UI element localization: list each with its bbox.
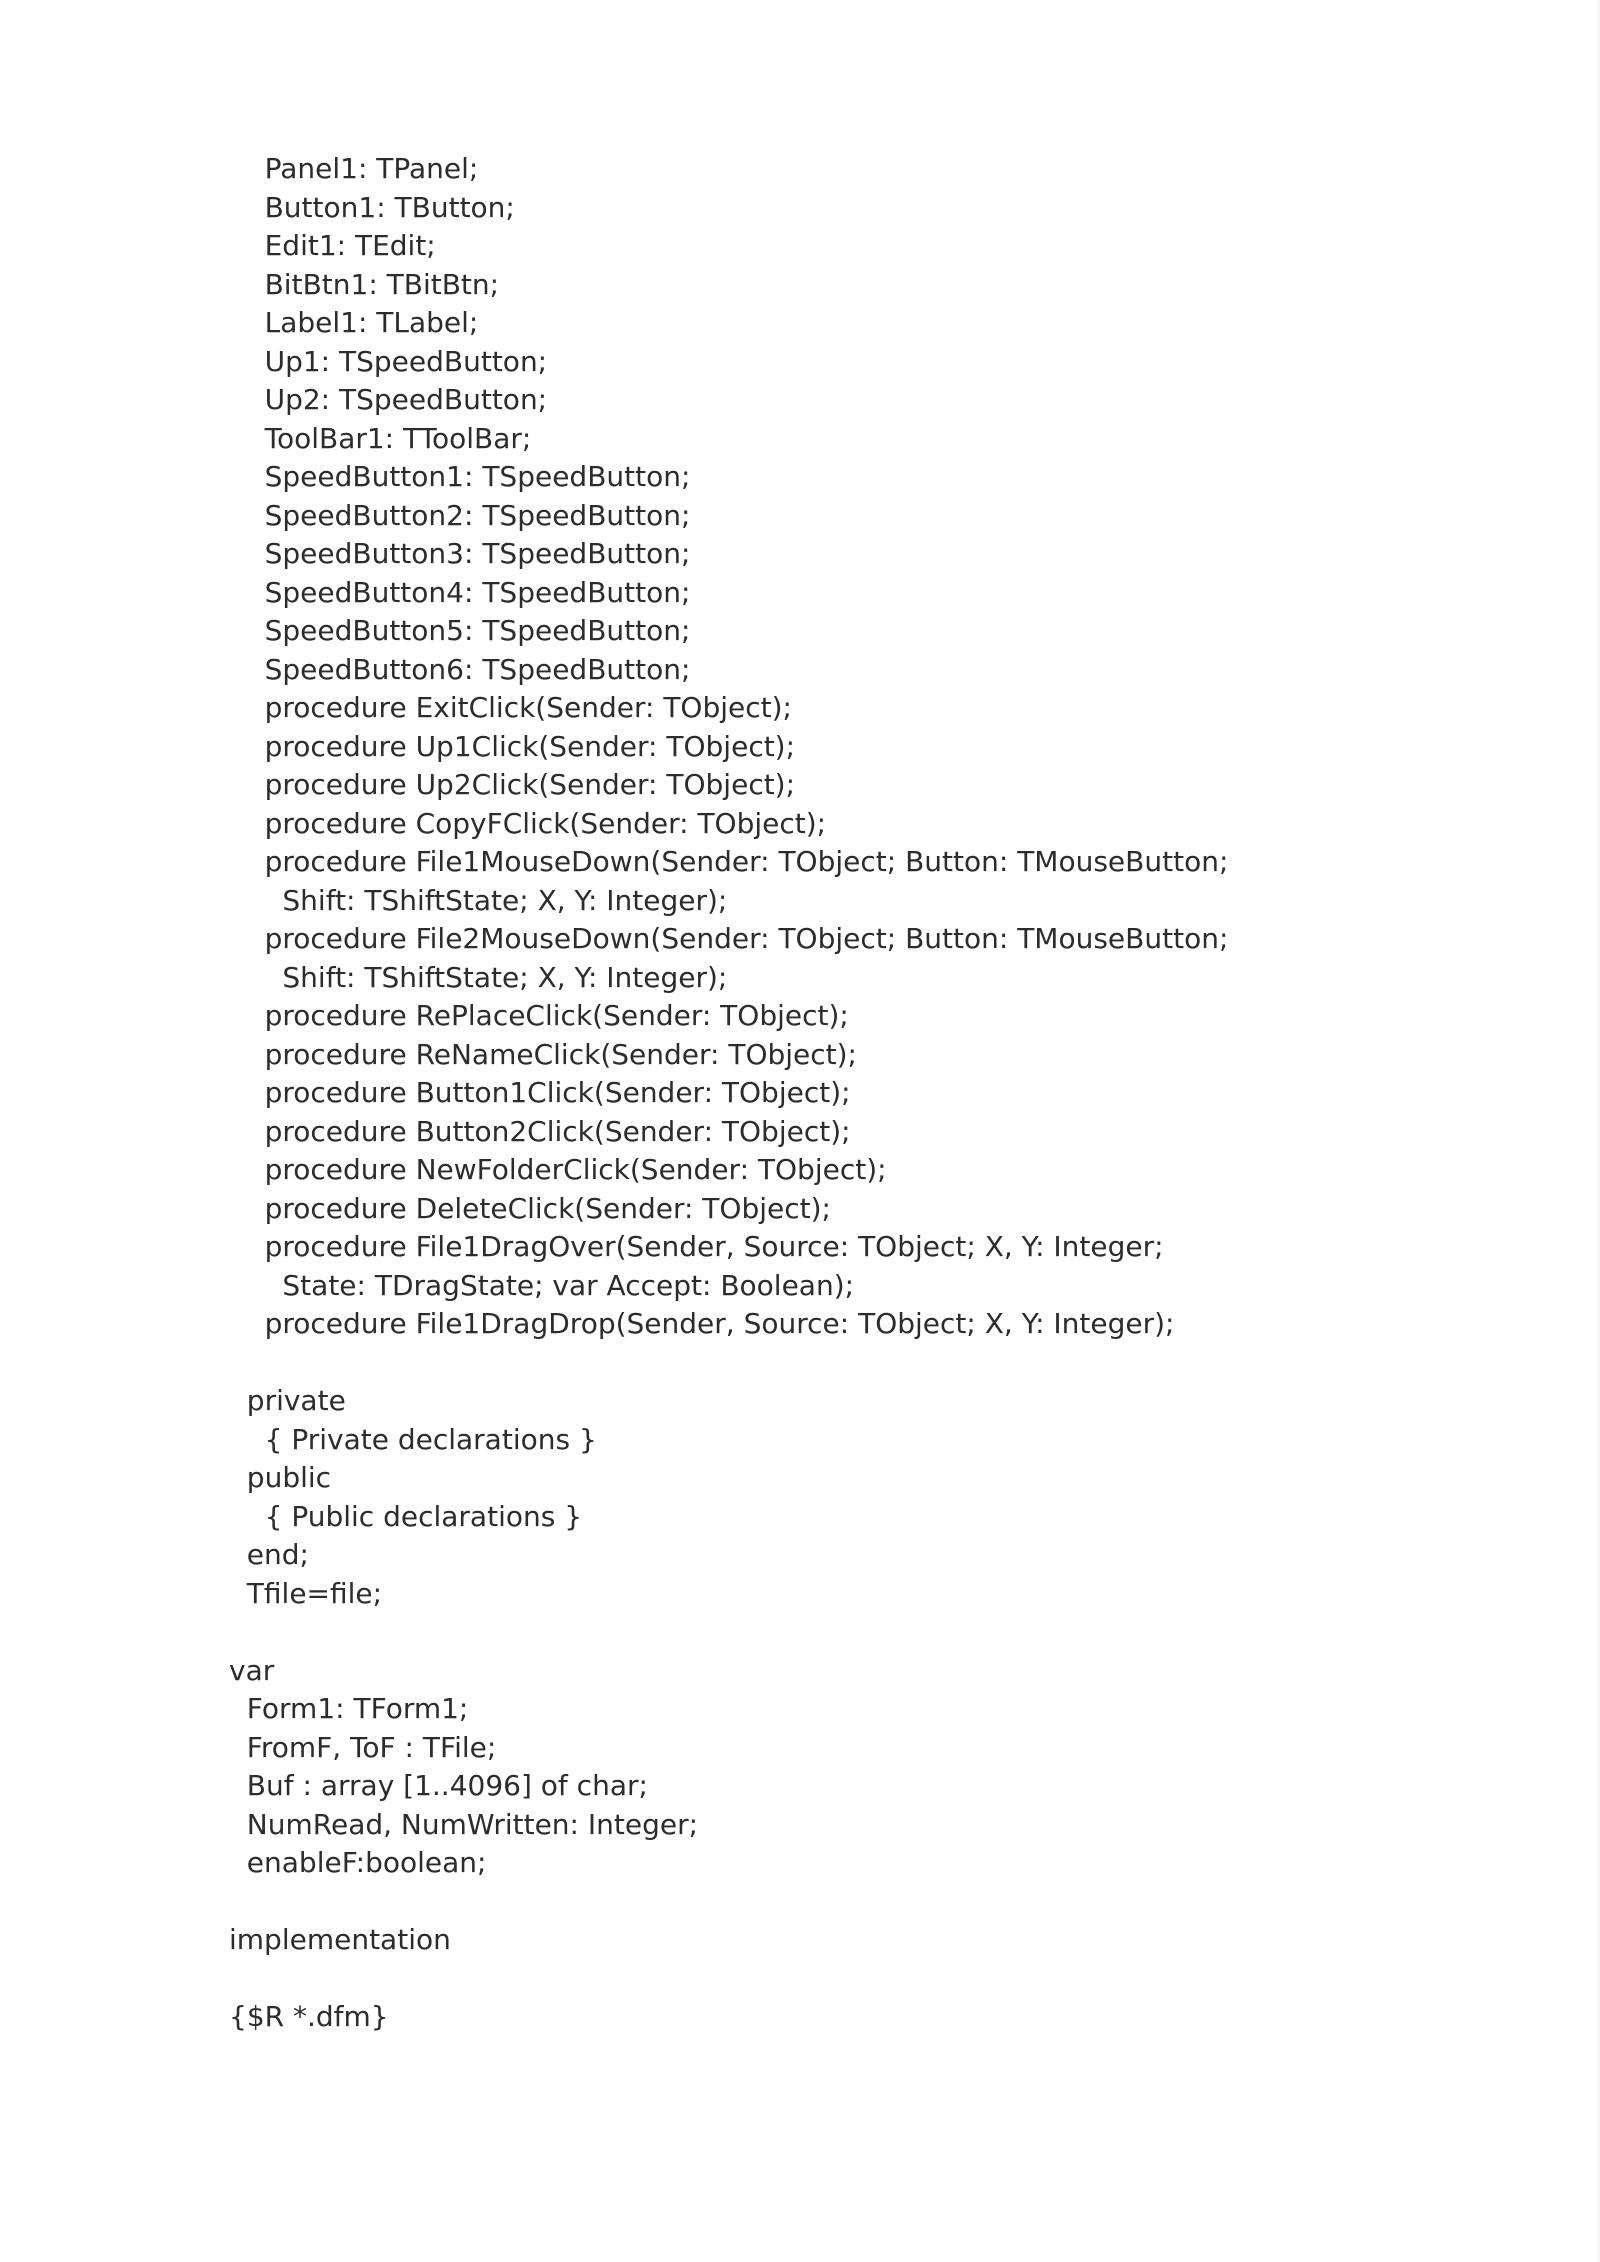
code-line: Edit1: TEdit; (229, 229, 436, 262)
code-line: enableF:boolean; (229, 1846, 487, 1879)
code-line: Shift: TShiftState; X, Y: Integer); (229, 960, 728, 994)
code-line: procedure Button2Click(Sender: TObject); (229, 1114, 851, 1148)
code-line: procedure NewFolderClick(Sender: TObject); (229, 1153, 887, 1186)
code-line: public (229, 1461, 332, 1494)
code-line (229, 1883, 1228, 1922)
code-line: procedure ReNameClick(Sender: TObject); (229, 1037, 857, 1071)
code-line: SpeedButton6: TSpeedButton; (229, 652, 691, 686)
code-line: procedure Up2Click(Sender: TObject); (229, 768, 796, 801)
code-line: implementation (229, 1923, 451, 1956)
code-line (229, 1960, 1228, 1999)
code-line: Panel1: TPanel; (229, 152, 479, 185)
code-line: FromF, ToF : TFile; (229, 1730, 497, 1764)
code-line: procedure File1DragDrop(Sender, Source: TObject; X, Y: Integer); (229, 1307, 1175, 1340)
page-edge (1594, 0, 1600, 2262)
code-line: procedure File1DragOver(Sender, Source: TObject; X, Y: Integer; (229, 1230, 1164, 1263)
code-line: procedure Button1Click(Sender: TObject); (229, 1076, 851, 1109)
code-line: SpeedButton5: TSpeedButton; (229, 614, 691, 647)
code-line: Label1: TLabel; (229, 306, 479, 339)
code-line: BitBtn1: TBitBtn; (229, 267, 500, 301)
code-line: ToolBar1: TToolBar; (229, 421, 532, 455)
code-line: SpeedButton3: TSpeedButton; (229, 537, 691, 570)
code-line: procedure CopyFClick(Sender: TObject); (229, 806, 827, 840)
code-line: {$R *.dfm} (229, 2000, 389, 2033)
code-line: Tfile=file; (229, 1576, 383, 1610)
code-line (229, 1613, 1228, 1652)
code-line: Up1: TSpeedButton; (229, 344, 548, 378)
code-line: NumRead, NumWritten: Integer; (229, 1807, 699, 1841)
code-line: State: TDragState; var Accept: Boolean); (229, 1268, 855, 1302)
code-line: var (229, 1653, 275, 1687)
code-listing (229, 150, 1228, 2037)
code-line: end; (229, 1538, 309, 1571)
code-line: Button1: TButton; (229, 190, 515, 224)
code-line: SpeedButton1: TSpeedButton; (229, 460, 691, 493)
code-line: private (229, 1384, 346, 1417)
code-line: Buf : array [1..4096] of char; (229, 1769, 648, 1802)
code-line: procedure ExitClick(Sender: TObject); (229, 691, 792, 724)
code-line: procedure DeleteClick(Sender: TObject); (229, 1191, 831, 1225)
code-line: procedure File2MouseDown(Sender: TObject; Button: TMouseButton; (229, 922, 1229, 955)
code-line: SpeedButton4: TSpeedButton; (229, 575, 691, 609)
code-line: procedure Up1Click(Sender: TObject); (229, 729, 796, 763)
code-line: { Public declarations } (229, 1499, 583, 1533)
code-line: SpeedButton2: TSpeedButton; (229, 498, 691, 532)
code-line: Form1: TForm1; (229, 1692, 469, 1725)
code-line: procedure RePlaceClick(Sender: TObject); (229, 999, 849, 1032)
code-line: Up2: TSpeedButton; (229, 383, 548, 416)
code-line: procedure File1MouseDown(Sender: TObject; Button: TMouseButton; (229, 845, 1229, 878)
code-line: Shift: TShiftState; X, Y: Integer); (229, 883, 728, 917)
code-line (229, 1344, 1228, 1383)
code-line: { Private declarations } (229, 1422, 597, 1456)
